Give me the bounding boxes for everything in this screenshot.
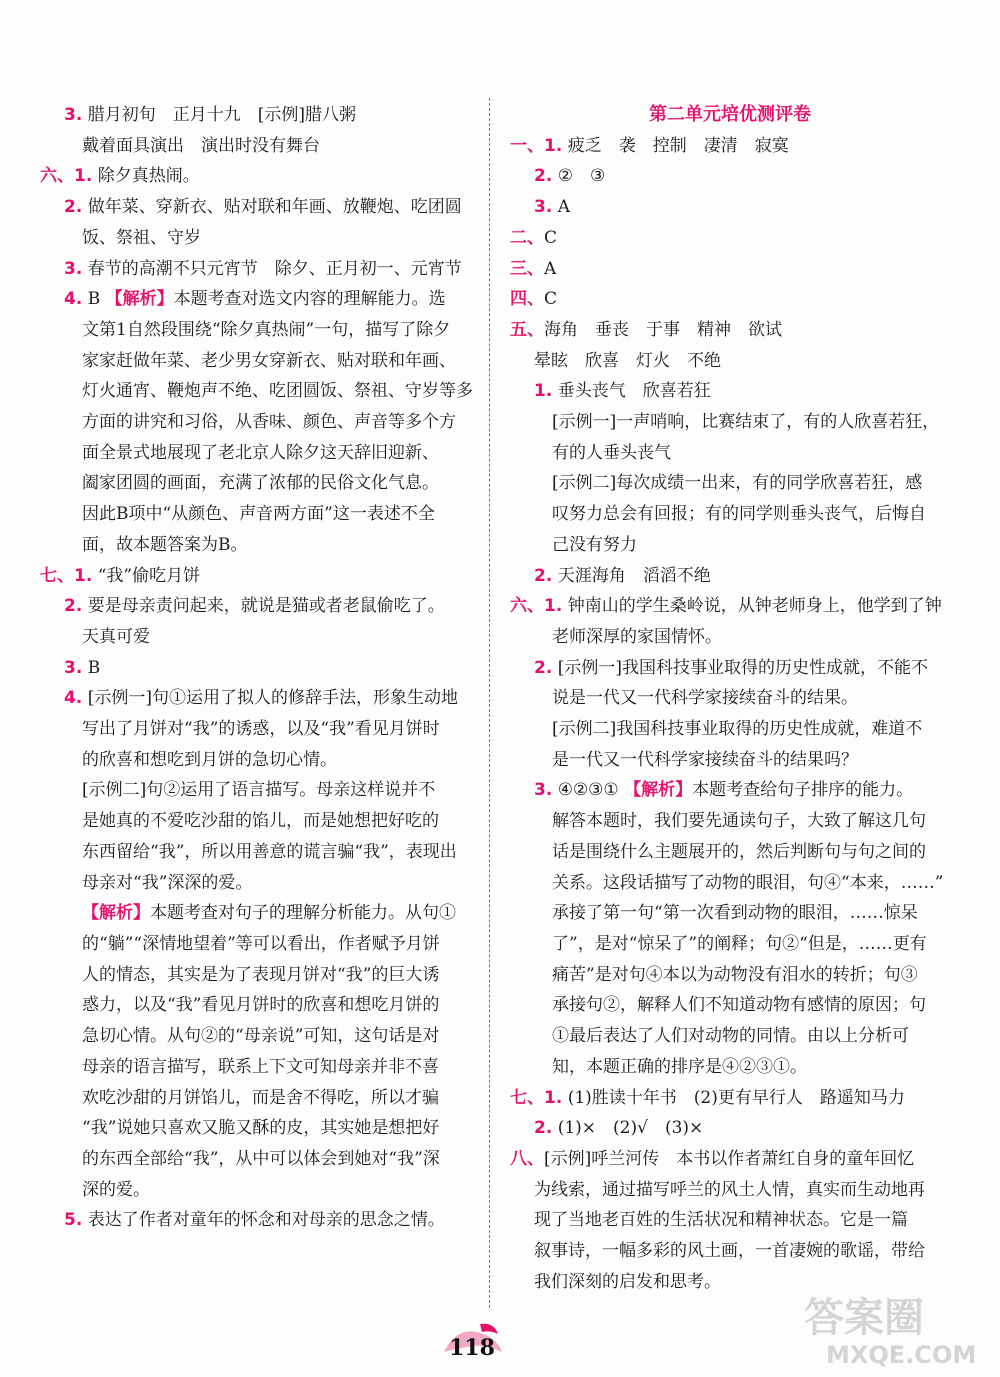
watermark-logo-icon [796, 1287, 986, 1369]
answer-text: [示例一]一声哨响，比赛结束了，有的人欣喜若狂， [552, 412, 940, 433]
answer-text: A [557, 197, 570, 218]
answer-line [40, 161, 472, 192]
answer-text: 我们深刻的启发和思考。 [534, 1271, 721, 1292]
answer-line [510, 530, 950, 561]
analysis-text: 面全景式地展现了老北京人除夕这天辞旧迎新、 [82, 442, 439, 463]
answer-line [510, 591, 950, 622]
answer-text: 天涯海角 滔滔不绝 [557, 565, 711, 586]
answer-line [510, 161, 950, 192]
answer-line [510, 868, 950, 899]
answer-text: 为线索，通过描写呼兰的风土人情，真实而生动地再 [534, 1179, 925, 1200]
question-number: 1. [544, 596, 563, 617]
question-number: 3. [64, 105, 83, 125]
answer-line [40, 376, 472, 407]
answer-line [40, 591, 472, 622]
answer-line [510, 622, 950, 653]
section-heading: 七、 [40, 565, 74, 586]
answer-line [40, 192, 472, 223]
answer-text: 说是一代又一代科学家接续奋斗的结果。 [552, 688, 858, 709]
answer-line [510, 561, 950, 592]
answer-line [40, 806, 472, 837]
question-number: 2. [534, 166, 553, 187]
answer-text: 天真可爱 [82, 626, 150, 647]
answer-text: (1)胜读十年书 (2)更有早行人 路遥知马力 [567, 1087, 905, 1108]
answer-text: 腊月初旬 正月十九 [示例]腊八粥 [87, 105, 356, 125]
analysis-text: 母亲的语言描写，联系上下文可知母亲并非不喜 [82, 1056, 439, 1077]
answer-line [40, 775, 472, 806]
answer-line [510, 1236, 950, 1267]
section-heading: 八、 [510, 1148, 544, 1169]
answer-line [510, 1021, 950, 1052]
answer-line [510, 376, 950, 407]
answer-text: [示例一]句①运用了拟人的修辞手法，形象生动地 [87, 688, 458, 709]
analysis-text: “我”说她只喜欢又脆又酥的皮，其实她是想把好 [82, 1118, 440, 1139]
answer-line [40, 929, 472, 960]
analysis-text: 人的情态，其实是为了表现月饼对“我”的巨大诱 [82, 964, 440, 985]
answer-line [510, 346, 950, 377]
answer-line [40, 1205, 472, 1236]
analysis-text: 家家赶做年菜、老少男女穿新衣、贴对联和年画、 [82, 350, 456, 371]
answer-text: 表达了作者对童年的怀念和对母亲的思念之情。 [87, 1210, 445, 1231]
answer-line [510, 775, 950, 806]
answer-text: 叹努力总会有回报；有的同学则垂头丧气，后悔自 [552, 504, 926, 525]
answer-line [40, 1175, 472, 1206]
answer-line [40, 100, 472, 131]
question-number: 5. [64, 1210, 83, 1231]
analysis-text: 本题考查对选文内容的理解能力。选 [173, 289, 446, 310]
answer-text: 老师深厚的家国情怀。 [552, 626, 722, 647]
answer-line [510, 653, 950, 684]
question-number: 2. [64, 596, 83, 617]
answer-text: 东西留给“我”，所以用善意的谎言骗“我”，表现出 [82, 841, 457, 862]
answer-text: 晕眩 欣喜 灯火 不绝 [534, 350, 721, 371]
answer-line [510, 499, 950, 530]
analysis-text: 痛苦”是对句④本以为动物没有泪水的转折；句③ [552, 964, 918, 985]
answer-line [40, 1144, 472, 1175]
answer-line [40, 530, 472, 561]
analysis-text: 解答本题时，我们要先通读句子，大致了解这几句 [552, 811, 926, 832]
answer-line [510, 284, 950, 315]
analysis-tag: 【解析】 [624, 780, 693, 801]
answer-line [510, 898, 950, 929]
answer-text: 做年菜、穿新衣、贴对联和年画、放鞭炮、吃团圆 [87, 197, 462, 218]
answer-text: 春节的高潮不只元宵节 除夕、正月初一、元宵节 [87, 258, 462, 279]
answer-text: “我”偷吃月饼 [97, 565, 201, 586]
answer-line [510, 745, 950, 776]
answer-text: B [87, 657, 101, 678]
answer-line [40, 960, 472, 991]
analysis-text: 文第1自然段围绕“除夕真热闹”一句，描写了除夕 [82, 319, 451, 340]
question-number: 1. [534, 381, 553, 402]
answer-text: C [544, 227, 558, 248]
analysis-text: 深的爱。 [82, 1179, 150, 1200]
watermark-text: 答案圈 [804, 1295, 924, 1341]
answer-line [40, 346, 472, 377]
section-heading: 六、 [40, 166, 74, 187]
answer-text: 有的人垂头丧气 [552, 442, 671, 463]
answer-line [510, 990, 950, 1021]
answer-line [510, 192, 950, 223]
answer-text: 戴着面具演出 演出时没有舞台 [82, 135, 320, 156]
watermark-url: MXQE.COM [826, 1341, 977, 1369]
analysis-text: 了”，是对“惊呆了”的阐释；句②“但是，……更有 [552, 933, 927, 954]
question-number: 2. [534, 1118, 553, 1139]
analysis-text: ①最后表达了人们对动物的同情。由以上分析可 [552, 1026, 909, 1047]
answer-line [510, 254, 950, 285]
analysis-text: 阖家团圆的画面，充满了浓郁的民俗文化气息。 [82, 473, 439, 494]
analysis-text: 关系。这段话描写了动物的眼泪，句④“本来，……” [552, 872, 944, 893]
answer-text: 现了当地老百姓的生活状况和精神状态。它是一篇 [534, 1210, 908, 1231]
answer-text: B [87, 289, 101, 310]
answer-line [510, 407, 950, 438]
answer-text: [示例二]每次成绩一出来，有的同学欣喜若狂，感 [552, 473, 923, 494]
answer-line [40, 745, 472, 776]
answer-line [40, 714, 472, 745]
answer-line [510, 837, 950, 868]
section-heading: 四、 [510, 289, 544, 310]
answer-text: [示例一]我国科技事业取得的历史性成就，不能不 [557, 657, 928, 678]
section-heading: 五、 [510, 319, 544, 340]
answer-text: 饭、祭祖、守岁 [82, 227, 201, 248]
analysis-text: 的“躺”“深情地望着”等可以看出，作者赋予月饼 [82, 933, 440, 954]
answer-line [40, 898, 472, 929]
answer-text: 己没有努力 [552, 534, 637, 555]
answer-line [510, 1083, 950, 1114]
answer-line [40, 1021, 472, 1052]
answer-text: 母亲对“我”深深的爱。 [82, 872, 253, 893]
question-number: 3. [534, 197, 553, 218]
answer-line [510, 468, 950, 499]
analysis-text: 承接了第一句“第一次看到动物的眼泪，……惊呆 [552, 903, 918, 924]
question-number: 1. [544, 1087, 563, 1108]
analysis-text: 欢吃沙甜的月饼馅儿，而是舍不得吃，所以才骗 [82, 1087, 439, 1108]
analysis-text: 本题考查对句子的理解分析能力。从句① [150, 903, 456, 924]
question-number: 3. [64, 657, 83, 678]
analysis-text: 面，故本题答案为B。 [82, 534, 248, 555]
answer-text: 疲乏 袭 控制 凄清 寂寞 [567, 135, 789, 156]
answer-line [40, 1083, 472, 1114]
analysis-tag: 【解析】 [105, 289, 174, 310]
answer-text: A [544, 258, 557, 279]
answer-text: 要是母亲责问起来，就说是猫或者老鼠偷吃了。 [87, 596, 445, 617]
answer-line [40, 1052, 472, 1083]
answer-line [40, 868, 472, 899]
answer-line [510, 714, 950, 745]
question-number: 1. [544, 135, 563, 156]
answer-text: 海角 垂丧 于事 精神 欲试 [544, 319, 782, 340]
answer-text: [示例二]句②运用了语言描写。母亲这样说并不 [82, 780, 436, 801]
analysis-text: 因此B项中“从颜色、声音两方面”这一表述不全 [82, 504, 435, 525]
analysis-text: 承接句②，解释人们不知道动物有感情的原因；句 [552, 995, 926, 1016]
unit-title: 第二单元培优测评卷 [649, 104, 811, 125]
answer-line [510, 806, 950, 837]
answer-line [40, 653, 472, 684]
answer-text: 写出了月饼对“我”的诱惑，以及“我”看见月饼时 [82, 719, 440, 740]
answer-text: ④②③① [557, 780, 619, 801]
question-number: 2. [64, 197, 83, 218]
answer-line [510, 1205, 950, 1236]
answer-text: 是一代又一代科学家接续奋斗的结果吗？ [552, 749, 858, 770]
answer-line [40, 1113, 472, 1144]
section-heading: 一、 [510, 135, 544, 156]
analysis-text: 方面的讲究和习俗，从香味、颜色、声音等多个方 [82, 412, 456, 433]
section-heading: 七、 [510, 1087, 544, 1108]
answer-line [40, 990, 472, 1021]
answer-text: 除夕真热闹。 [97, 166, 200, 187]
answer-line [40, 837, 472, 868]
analysis-text: 急切心情。从句②的“母亲说”可知，这句话是对 [82, 1026, 440, 1047]
right-column [510, 100, 950, 1297]
analysis-text: 的东西全部给“我”，从中可以体会到她对“我”深 [82, 1148, 440, 1169]
analysis-text: 本题考查给句子排序的能力。 [692, 780, 914, 801]
question-number: 3. [64, 258, 83, 279]
left-column [40, 100, 472, 1236]
analysis-text: 知，本题正确的排序是④②③①。 [552, 1056, 807, 1077]
section-heading: 三、 [510, 258, 544, 279]
section-heading: 六、 [510, 596, 544, 617]
answer-line [510, 929, 950, 960]
question-number: 2. [534, 657, 553, 678]
question-number: 4. [64, 289, 83, 310]
answer-line [40, 315, 472, 346]
answer-line [40, 254, 472, 285]
answer-text: [示例]呼兰河传 本书以作者萧红自身的童年回忆 [544, 1148, 915, 1169]
answer-line [40, 284, 472, 315]
analysis-tag: 【解析】 [82, 903, 150, 924]
answer-line [40, 499, 472, 530]
answer-line [40, 438, 472, 469]
column-divider [489, 98, 490, 1308]
answer-line [510, 683, 950, 714]
analysis-text: 话是围绕什么主题展开的，然后判断句与句之间的 [552, 841, 926, 862]
page-number: 118 [449, 1335, 495, 1361]
answer-text: 叙事诗，一幅多彩的风土画，一首凄婉的歌谣，带给 [534, 1241, 925, 1262]
answer-text: 的欣喜和想吃到月饼的急切心情。 [82, 749, 337, 770]
answer-line [510, 1175, 950, 1206]
question-number: 3. [534, 780, 553, 801]
answer-text: [示例二]我国科技事业取得的历史性成就，难道不 [552, 719, 923, 740]
answer-text: 是她真的不爱吃沙甜的馅儿，而是她想把好吃的 [82, 811, 439, 832]
answer-line [510, 131, 950, 162]
answer-text: (1)× (2)√ (3)× [557, 1118, 704, 1139]
question-number: 1. [74, 565, 93, 586]
answer-line [40, 683, 472, 714]
answer-line [510, 223, 950, 254]
analysis-text: 惑力，以及“我”看见月饼时的欣喜和想吃月饼的 [82, 995, 440, 1016]
answer-line [510, 1144, 950, 1175]
answer-line [40, 223, 472, 254]
question-number: 1. [74, 166, 93, 187]
answer-text: 垂头丧气 欣喜若狂 [557, 381, 711, 402]
answer-text: ② ③ [557, 166, 606, 187]
answer-text: C [544, 289, 558, 310]
question-number: 2. [534, 565, 553, 586]
answer-line [510, 1113, 950, 1144]
answer-line [510, 1052, 950, 1083]
answer-line [40, 131, 472, 162]
answer-text: 钟南山的学生桑岭说，从钟老师身上，他学到了钟 [567, 596, 942, 617]
answer-line [40, 407, 472, 438]
answer-line [510, 960, 950, 991]
question-number: 4. [64, 688, 83, 709]
answer-line [40, 622, 472, 653]
analysis-text: 灯火通宵、鞭炮声不绝、吃团圆饭、祭祖、守岁等多 [82, 381, 473, 402]
answer-line [510, 438, 950, 469]
section-heading: 二、 [510, 227, 544, 248]
answer-line [40, 468, 472, 499]
answer-line [40, 561, 472, 592]
answer-line [510, 315, 950, 346]
